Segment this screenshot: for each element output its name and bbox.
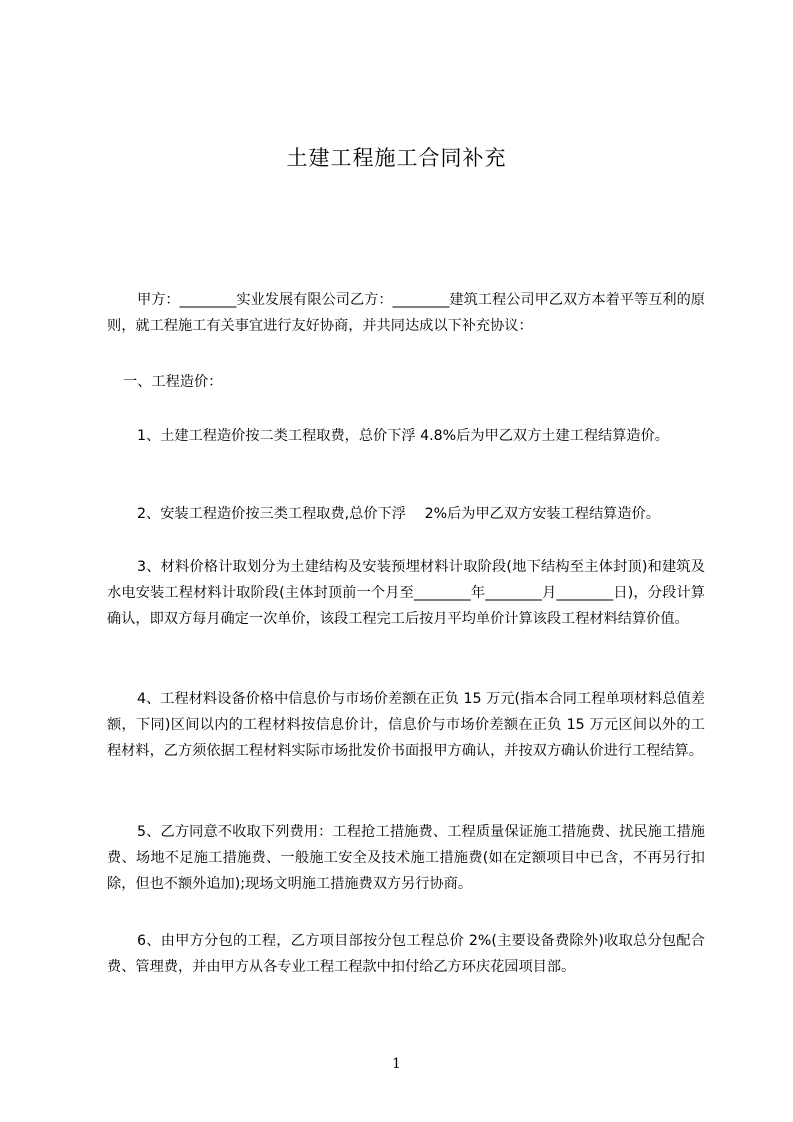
document-title: 土建工程施工合同补充 [286, 146, 507, 170]
intro-paragraph: 甲方：________实业发展有限公司乙方：________建筑工程公司甲乙双方本着平等互利的原则，就工程施工有关事宜进行友好协商，并共同达成以下补充协议： [107, 292, 705, 334]
clause-2: 2、安装工程造价按三类工程取费,总价下浮 2%后为甲乙双方安装工程结算造价。 [137, 506, 660, 522]
clause-3: 3、材料价格计取划分为土建结构及安装预埋材料计取阶段(地下结构至主体封顶)和建筑及水电安装工程材料计取阶段(主体封顶前一个月至________年________月________日)，分段计算确认，即双方每月确定一次单价，该段工程完工后按月平均单价计算该段工程材料结算价值。 [107, 559, 705, 627]
clause-5: 5、乙方同意不收取下列费用：工程抢工措施费、工程质量保证施工措施费、扰民施工措施费、场地不足施工措施费、一般施工安全及技术施工措施费(如在定额项目中已含，不再另行扣除，但也不额外追加);现场文明施工措施费双方另行协商。 [107, 824, 705, 892]
clause-1: 1、土建工程造价按二类工程取费，总价下浮 4.8%后为甲乙双方土建工程结算造价。 [137, 428, 669, 444]
clause-6: 6、由甲方分包的工程，乙方项目部按分包工程总价 2%(主要设备费除外)收取总分包配合费、管理费，并由甲方从各专业工程工程款中扣付给乙方环庆花园项目部。 [107, 933, 705, 975]
page-number: 1 [392, 1056, 401, 1072]
clause-4: 4、工程材料设备价格中信息价与市场价差额在正负 15 万元(指本合同工程单项材料总值差额，下同)区间以内的工程材料按信息价计，信息价与市场价差额在正负 15 万元区间以外的工程材料，乙方须依据工程材料实际市场批发价书面报甲方确认，并按双方确认价进行工程结算。 [107, 691, 705, 759]
section-heading: 一、工程造价： [123, 374, 223, 390]
